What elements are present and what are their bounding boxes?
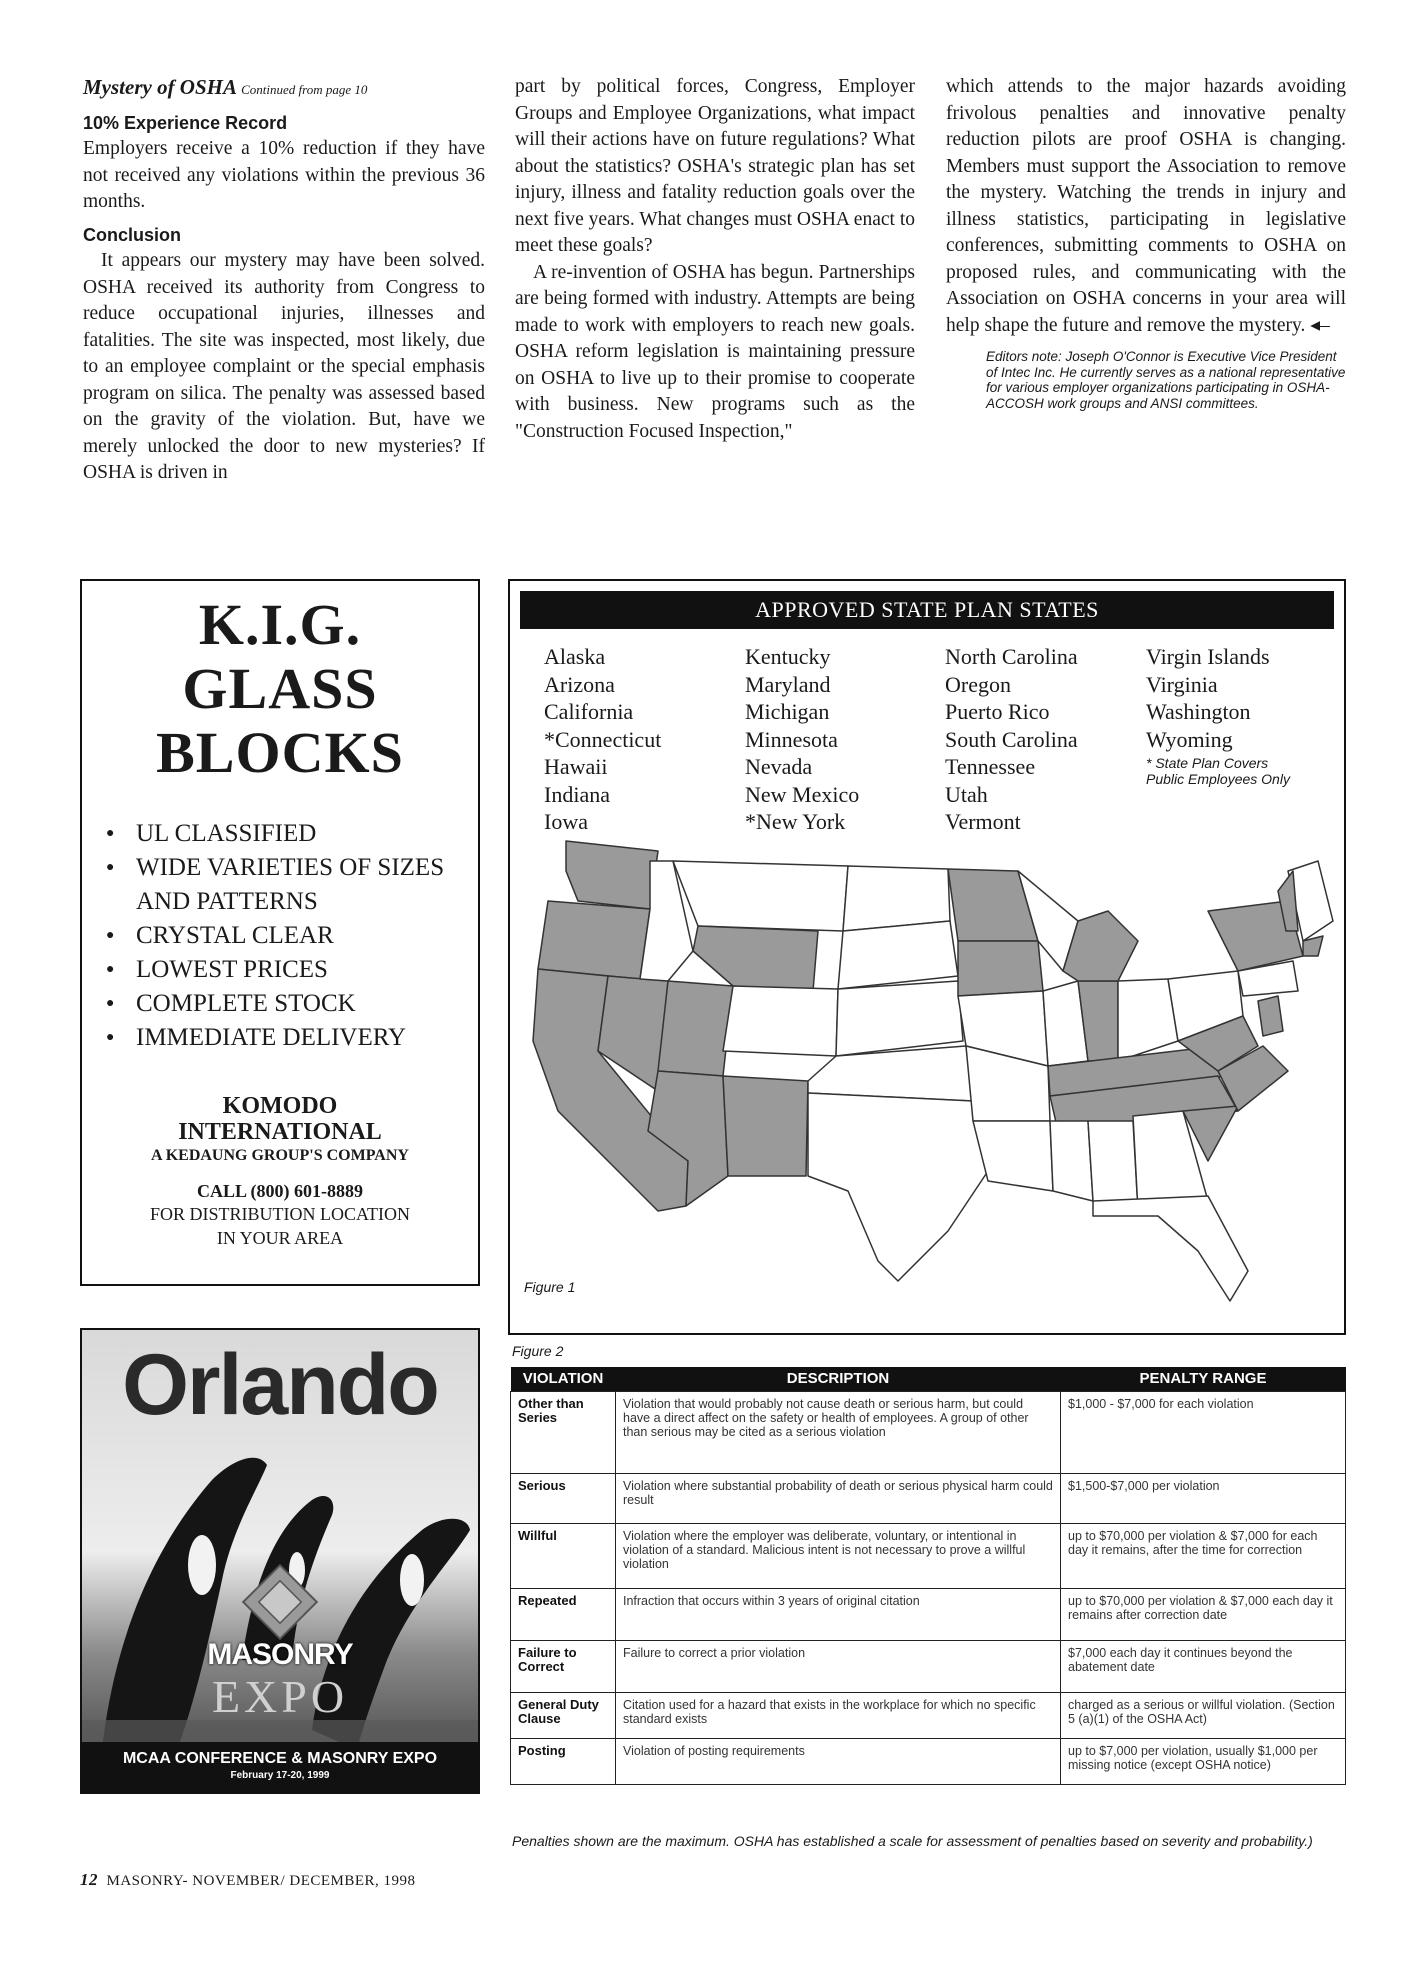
state-list-col-4 — [1146, 643, 1296, 787]
state-name: Wyoming — [1146, 726, 1233, 752]
violation-cell: General Duty Clause — [511, 1693, 616, 1739]
kig-glass-blocks-ad — [80, 579, 480, 1286]
ad-title-line-2: GLASS — [182, 656, 378, 721]
table-row — [511, 1392, 1346, 1474]
description-cell: Failure to correct a prior violation — [616, 1641, 1061, 1693]
state-list-col-1 — [544, 643, 661, 836]
ad-title-line-3: BLOCKS — [156, 720, 404, 785]
header-penalty: PENALTY RANGE — [1061, 1367, 1346, 1392]
description-cell: Violation where the employer was deliberate, voluntary, or intentional in violation of a standard. Malicious intent is not necessary to prove a willful violation — [616, 1524, 1061, 1589]
table-row — [511, 1693, 1346, 1739]
violation-cell: Failure to Correct — [511, 1641, 616, 1693]
header-violation: VIOLATION — [511, 1367, 616, 1392]
state-plan-note: * State Plan Covers Public Employees Only — [1146, 755, 1290, 787]
article-column-1 — [83, 74, 485, 487]
column3-text: which attends to the major hazards avoiding frivolous penalties and innovative penalty reduction pilots are proof OSHA is changing. Members must support the Association to remove the mystery. Watching the trends in injury and illness statistics, participating in legislative conferences, submitting comments to OSHA on proposed rules, and communicating with the Association on OSHA concerns in your area will help shape the future and remove the mystery. — [946, 76, 1346, 336]
editor-note: Editors note: Joseph O'Connor is Executive Vice President of Intec Inc. He currently serves as a national representative for various employer organizations participating in OSHA-ACCOSH work groups and ANSI committees. — [986, 349, 1346, 411]
publication-line: MASONRY- NOVEMBER/ DECEMBER, 1998 — [106, 1873, 416, 1889]
table-row — [511, 1524, 1346, 1589]
penalty-cell: charged as a serious or willful violation. (Section 5 (a)(1) of the OSHA Act) — [1061, 1693, 1346, 1739]
ad-bullet: ● COMPLETE STOCK — [106, 987, 478, 1021]
page-footer — [80, 1870, 416, 1890]
ad-bullet: ● WIDE VARIETIES OF SIZES AND PATTERNS — [106, 851, 478, 919]
article-column-2 — [515, 74, 915, 445]
penalty-cell: up to $70,000 per violation & $7,000 each day it remains after correction date — [1061, 1589, 1346, 1641]
state-name: South Carolina — [945, 726, 1078, 752]
penalty-table — [510, 1367, 1346, 1785]
state-name: *Connecticut — [544, 726, 662, 752]
section-heading-conclusion: Conclusion — [83, 224, 181, 245]
state-name: Iowa — [544, 809, 588, 834]
violation-cell: Posting — [511, 1739, 616, 1785]
state-name: *New York — [745, 809, 846, 834]
figure-1-label: Figure 1 — [524, 1279, 576, 1295]
state-name: North Carolina — [945, 644, 1078, 669]
company-subtitle: A KEDAUNG GROUP'S COMPANY — [151, 1147, 409, 1164]
orlando-expo-ad — [80, 1328, 480, 1794]
state-name: Puerto Rico — [945, 699, 1050, 724]
description-cell: Citation used for a hazard that exists in the workplace for which no specific standard exists — [616, 1693, 1061, 1739]
state-name: Indiana — [544, 781, 610, 807]
penalty-cell: up to $7,000 per violation, usually $1,000 per missing notice (except OSHA notice) — [1061, 1739, 1346, 1785]
distribution-text — [82, 1202, 478, 1250]
ad-title — [82, 593, 478, 785]
state-name: Maryland — [745, 671, 831, 697]
section-heading-experience: 10% Experience Record — [83, 112, 288, 133]
end-mark-icon: ◂– — [1310, 314, 1330, 336]
table-header-row — [511, 1367, 1346, 1392]
table-footnote: Penalties shown are the maximum. OSHA has established a scale for assessment of penalties based on severity and probability.) — [512, 1833, 1313, 1849]
state-name: Virgin Islands — [1146, 644, 1270, 669]
orlando-banner — [82, 1742, 478, 1792]
us-map — [518, 831, 1338, 1331]
column2-paragraph-2: A re-invention of OSHA has begun. Partnerships are being formed with industry. Attempts are being made to work with employers to reach new goals. OSHA reform legislation is maintaining pressure on OSHA to live up to their promise to cooperate with business. New programs such as the "Construction Focused Inspection," — [515, 261, 915, 442]
violation-cell: Serious — [511, 1474, 616, 1524]
description-cell: Violation that would probably not cause death or serious harm, but could have a direct affect on the safety or health of employees. A group of other than serious may be cited as a serious violation — [616, 1392, 1061, 1474]
expo-logo-text: EXPO — [211, 1671, 349, 1722]
banner-title: MCAA CONFERENCE & MASONRY EXPO — [122, 1750, 438, 1767]
article-title: Mystery of OSHA — [83, 75, 236, 99]
article-column-3 — [946, 74, 1346, 411]
state-name: Hawaii — [544, 754, 608, 779]
figure-2-label: Figure 2 — [512, 1343, 564, 1359]
continued-from-label: Continued from page 10 — [241, 82, 368, 97]
table-row — [511, 1474, 1346, 1524]
state-name: Vermont — [945, 809, 1021, 834]
state-name: California — [544, 699, 634, 724]
state-name: Minnesota — [745, 726, 838, 752]
state-name: Utah — [945, 781, 988, 807]
state-name: Alaska — [544, 644, 606, 669]
state-name: Michigan — [745, 699, 830, 724]
ad-bullet: ● IMMEDIATE DELIVERY — [106, 1021, 478, 1055]
masonry-logo-text: MASONRY — [207, 1638, 353, 1671]
state-name: Virginia — [1146, 671, 1218, 697]
table-row — [511, 1641, 1346, 1693]
ad-bullet: ● UL CLASSIFIED — [106, 817, 478, 851]
table-row — [511, 1739, 1346, 1785]
penalty-cell: $1,500-$7,000 per violation — [1061, 1474, 1346, 1524]
penalty-cell: $1,000 - $7,000 for each violation — [1061, 1392, 1346, 1474]
page-number: 12 — [80, 1870, 98, 1889]
violation-cell: Willful — [511, 1524, 616, 1589]
ad-bullet: ● CRYSTAL CLEAR — [106, 919, 478, 953]
table-row — [511, 1589, 1346, 1641]
state-list-col-2 — [745, 643, 859, 836]
violation-cell: Repeated — [511, 1589, 616, 1641]
ad-bullet-list — [106, 817, 478, 1055]
state-name: New Mexico — [745, 781, 860, 807]
banner-dates: February 17-20, 1999 — [230, 1770, 330, 1781]
state-plan-heading: APPROVED STATE PLAN STATES — [520, 591, 1334, 629]
column2-paragraph-1: part by political forces, Congress, Employer Groups and Employee Organizations, what impact will their actions have on future regulations? What about the statistics? OSHA's strategic plan has set injury, illness and fatality reduction goals over the next five years. What changes must OSHA enact to meet these goals? — [515, 76, 915, 256]
state-name: Washington — [1146, 699, 1251, 724]
state-name: Kentucky — [745, 644, 831, 669]
state-plan-figure — [508, 579, 1346, 1335]
orlando-title: Orlando — [122, 1337, 438, 1433]
state-name: Arizona — [544, 671, 615, 697]
description-cell: Violation where substantial probability of death or serious physical harm could result — [616, 1474, 1061, 1524]
ad-title-line-1: K.I.G. — [198, 592, 362, 657]
conclusion-paragraph: It appears our mystery may have been solved. OSHA received its authority from Congress to reduce occupational injuries, illnesses and fatalities. The site was inspected, most likely, due to an employee complaint or the special emphasis program on silica. The penalty was assessed based on the gravity of the violation. But, have we merely unlocked the door to new mysteries? If OSHA is driven in — [83, 250, 485, 483]
column3-paragraph — [946, 74, 1346, 339]
article-kicker — [83, 74, 485, 104]
state-name: Oregon — [945, 671, 1011, 697]
company-name — [82, 1093, 478, 1145]
description-cell: Infraction that occurs within 3 years of original citation — [616, 1589, 1061, 1641]
section-text-experience: Employers receive a 10% reduction if they have not received any violations within the previous 36 months. — [83, 138, 485, 212]
penalty-cell: $7,000 each day it continues beyond the abatement date — [1061, 1641, 1346, 1693]
description-cell: Violation of posting requirements — [616, 1739, 1061, 1785]
state-name: Nevada — [745, 754, 813, 779]
company-name-line-1: KOMODO — [222, 1093, 338, 1119]
distribution-line-2: IN YOUR AREA — [216, 1228, 344, 1248]
call-number: CALL (800) 601-8889 — [197, 1181, 363, 1201]
penalty-cell: up to $70,000 per violation & $7,000 for each day it remains, after the time for correction — [1061, 1524, 1346, 1589]
company-name-line-2: INTERNATIONAL — [178, 1119, 382, 1145]
ad-bullet: ● LOWEST PRICES — [106, 953, 478, 987]
state-list-col-3 — [945, 643, 1078, 836]
distribution-line-1: FOR DISTRIBUTION LOCATION — [150, 1204, 410, 1224]
state-name: Tennessee — [945, 754, 1036, 779]
header-description: DESCRIPTION — [616, 1367, 1061, 1392]
violation-cell: Other than Series — [511, 1392, 616, 1474]
